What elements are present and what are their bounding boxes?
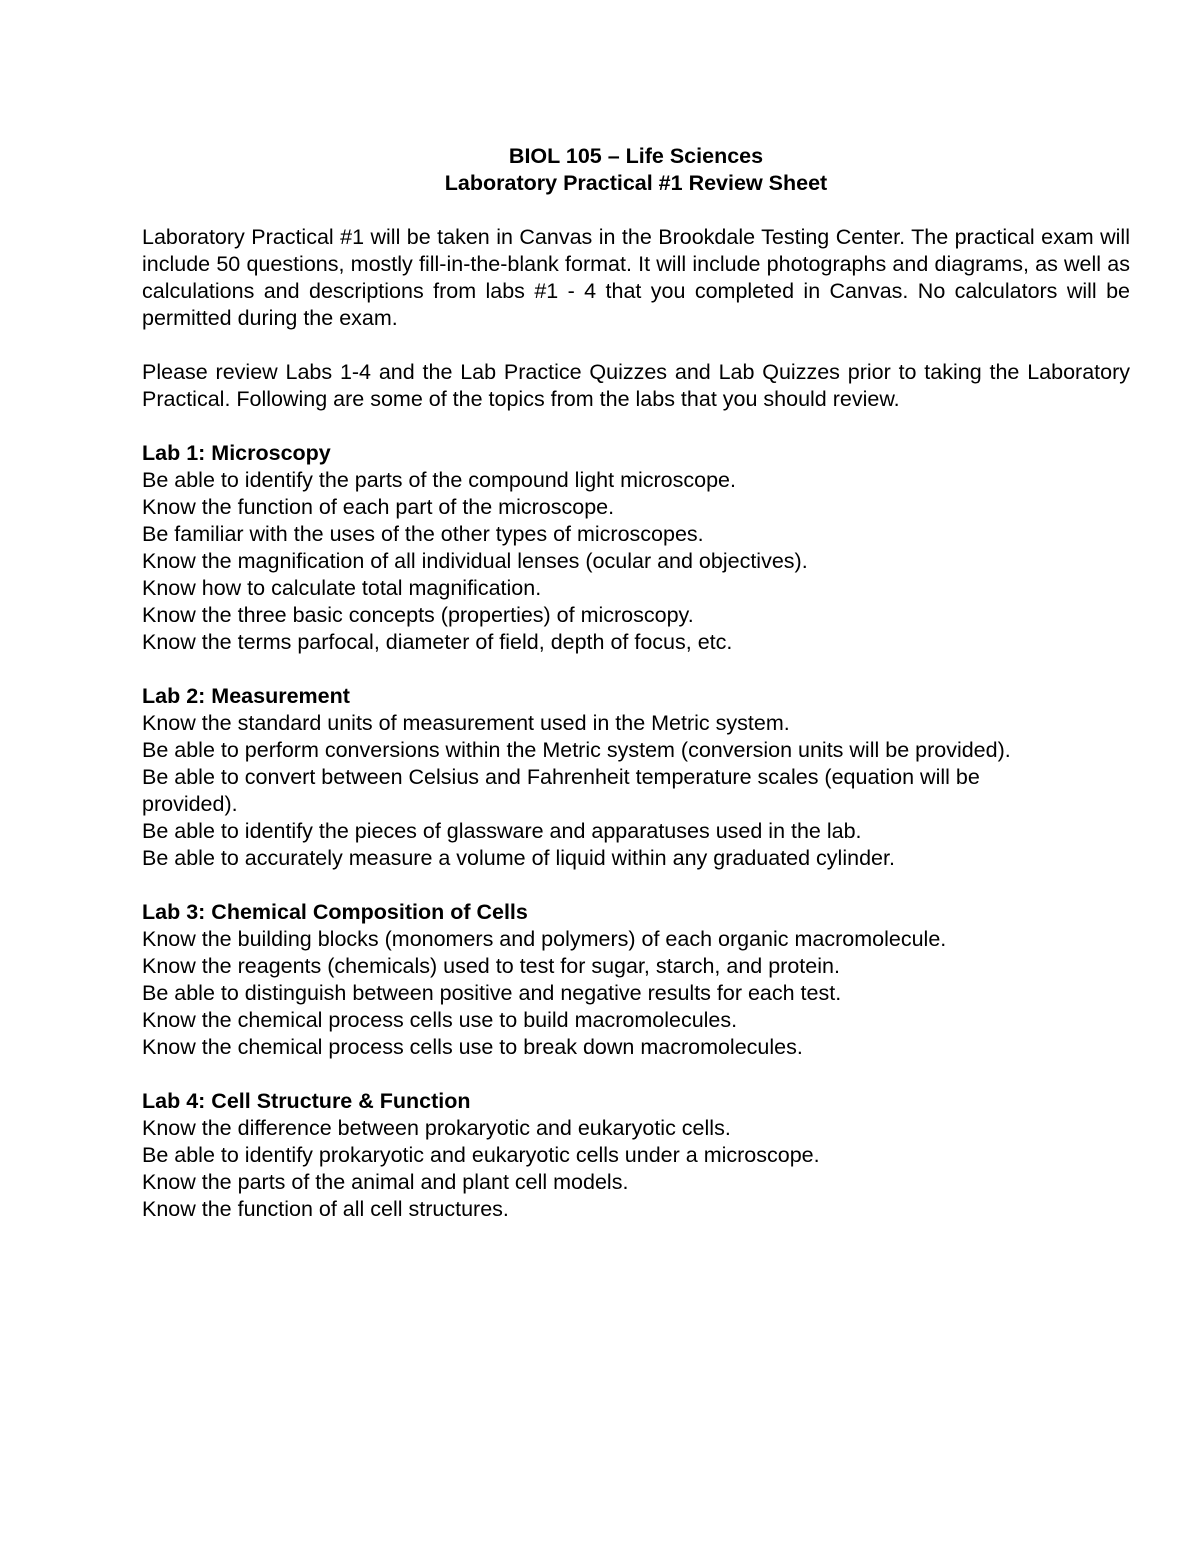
topic-item: Know the reagents (chemicals) used to test for sugar, starch, and protein. bbox=[142, 954, 840, 978]
spacer bbox=[142, 1061, 1130, 1088]
section-lab-1 bbox=[142, 440, 1130, 656]
topic-item: Know the magnification of all individual lenses (ocular and objectives). bbox=[142, 549, 808, 573]
intro-paragraph-2: Please review Labs 1-4 and the Lab Practice Quizzes and Lab Quizzes prior to taking the Laboratory Practical. Following are some of the topics from the labs that you should review. bbox=[142, 360, 1130, 411]
section-lab-4 bbox=[142, 1088, 1130, 1223]
sheet-title: Laboratory Practical #1 Review Sheet bbox=[444, 171, 828, 195]
section-heading: Lab 2: Measurement bbox=[142, 684, 350, 708]
section-lab-3 bbox=[142, 899, 1130, 1061]
spacer bbox=[142, 197, 1130, 224]
topic-item: Know the parts of the animal and plant cell models. bbox=[142, 1170, 629, 1194]
topic-item: Be able to accurately measure a volume of liquid within any graduated cylinder. bbox=[142, 846, 895, 870]
spacer bbox=[142, 332, 1130, 359]
intro-paragraph-1: Laboratory Practical #1 will be taken in Canvas in the Brookdale Testing Center. The practical exam will include 50 questions, mostly fill-in-the-blank format. It will include photographs and diagrams, as well as calculations and descriptions from labs #1 - 4 that you completed in Canvas. No calculators will be permitted during the exam. bbox=[142, 225, 1130, 330]
topic-item: Know the function of each part of the microscope. bbox=[142, 495, 615, 519]
section-lab-2 bbox=[142, 683, 1130, 872]
topic-item: Be familiar with the uses of the other types of microscopes. bbox=[142, 522, 704, 546]
topic-item: Be able to convert between Celsius and Fahrenheit temperature scales (equation will be provided). bbox=[142, 765, 980, 816]
topic-item: Know the three basic concepts (properties) of microscopy. bbox=[142, 603, 694, 627]
topic-item: Know the chemical process cells use to build macromolecules. bbox=[142, 1008, 738, 1032]
topic-item: Be able to identify the pieces of glassware and apparatuses used in the lab. bbox=[142, 819, 862, 843]
document-page bbox=[142, 143, 1130, 1223]
topic-item: Know the function of all cell structures. bbox=[142, 1197, 509, 1221]
topic-item: Be able to identify prokaryotic and eukaryotic cells under a microscope. bbox=[142, 1143, 820, 1167]
topic-item: Know how to calculate total magnification. bbox=[142, 576, 542, 600]
section-heading: Lab 3: Chemical Composition of Cells bbox=[142, 900, 528, 924]
topic-item: Be able to identify the parts of the compound light microscope. bbox=[142, 468, 736, 492]
topic-item: Know the terms parfocal, diameter of field, depth of focus, etc. bbox=[142, 630, 733, 654]
topic-item: Know the building blocks (monomers and polymers) of each organic macromolecule. bbox=[142, 927, 947, 951]
topic-item: Be able to perform conversions within the Metric system (conversion units will be provided). bbox=[142, 738, 1011, 762]
topic-item: Know the difference between prokaryotic and eukaryotic cells. bbox=[142, 1116, 731, 1140]
spacer bbox=[142, 656, 1130, 683]
course-title: BIOL 105 – Life Sciences bbox=[508, 144, 764, 168]
topic-item: Be able to distinguish between positive and negative results for each test. bbox=[142, 981, 842, 1005]
topic-item: Know the standard units of measurement used in the Metric system. bbox=[142, 711, 790, 735]
spacer bbox=[142, 413, 1130, 440]
topic-item: Know the chemical process cells use to break down macromolecules. bbox=[142, 1035, 803, 1059]
spacer bbox=[142, 872, 1130, 899]
section-heading: Lab 4: Cell Structure & Function bbox=[142, 1089, 471, 1113]
section-heading: Lab 1: Microscopy bbox=[142, 441, 331, 465]
